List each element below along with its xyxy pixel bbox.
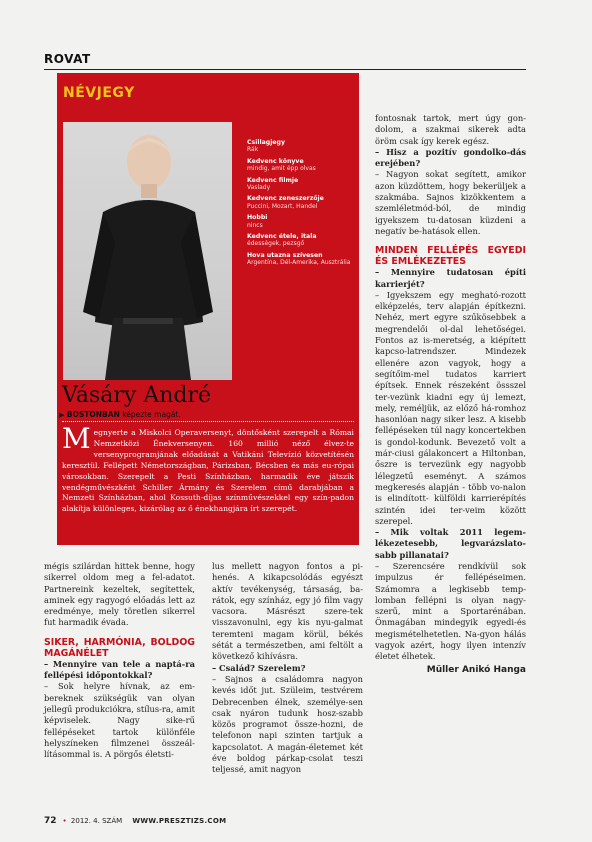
info-item: Csillagjegy Rák	[247, 139, 285, 154]
issue-label: 2012. 4. SZÁM	[70, 817, 123, 825]
profile-info-list	[247, 139, 359, 271]
question: – Hisz a pozitív gondolko-dás erejében?	[375, 146, 526, 169]
info-item: Kedvenc zeneszerzője Puccini, Mozart, Handel	[247, 195, 324, 210]
question: – Család? Szerelem?	[212, 662, 306, 673]
question: – Mik voltak 2011 legem-lékezetesebb, legvarázslato-sabb pillanatai?	[375, 527, 526, 560]
subheading: MINDEN FELLÉPÉS EGYEDI ÉS EMLÉKEZETES	[375, 245, 526, 268]
info-item: Hobbi nincs	[247, 214, 268, 229]
info-item: Kedvenc filmje Vaslady	[247, 176, 299, 192]
info-item: Kedvenc könyve mindig, amit épp olvas	[247, 157, 316, 173]
name-tagline: ▶ BOSTONBAN képezte magát.	[59, 410, 181, 419]
article-column-1: mégis szilárdan hittek benne, hogy sikerrel oldom meg a fel-adatot. Partnereink kezeltek, segítettek, aminek egy ragyogó előadás lett az eredménye, mely töretlen sikerrel fut harmadik évada. SIKER, HARMÓNIA, BOLDOG MAGÁNÉLET – Mennyire van tele a naptá-ra fellépési időpontokkal? – Sok helyre hívnak, az em-bereknek szükségük van olyan jellegű produkciókra, stílus-ra, amit képviselek. Nagy sike-rű fellépéseket tartok különféle helyszíneken filmzenei összeál-lításommal is. A pörgős életsti-	[44, 561, 195, 760]
bullet-icon: •	[62, 817, 67, 825]
info-item: Kedvenc étele, itala édességek, pezsgő	[247, 233, 317, 248]
triangle-icon: ▶	[59, 411, 65, 419]
bio-paragraph: Megnyerte a Miskolci Operaversenyt, döntősként szerepelt a Római Nemzetközi Énekversenyen. 160 millió néző élvez-te versenyprogramjának előadását a Vatikáni Televízió közvetítésén keresztül. Fellépett Németországban, Párizsban, Bécsben és más eu-rópai városokban. Szerepelt a Pesti Színházban, harmadik éve játszik vendégművészként Schiller Ármány és Szerelem című darabjában a Nemzeti Színházban, ahol Kossuth-díjas színművészekkel egy szín-padon alakítja különleges, kizárólag az ő énekhangjára írt szerepét.	[62, 422, 354, 514]
person-name: Vásáry André	[62, 383, 212, 408]
page-number: 72	[44, 816, 57, 826]
top-rule	[44, 69, 526, 70]
dotted-divider	[62, 421, 354, 422]
profile-box-title: NÉVJEGY	[63, 85, 135, 101]
question: – Mennyire van tele a naptá-ra fellépési időpontokkal?	[44, 658, 195, 681]
article-column-3: fontosnak tartok, mert úgy gon-dolom, a szakmai sikerek adta öröm csak így kerek egész. – Hisz a pozitív gondolko-dás erejében? – Nagyon sokat segített, amikor azon küzdöttem, hogy bekerüljek a szakmába. Sajnos kizökkentem a szemléletmód-ból, de mindig igyekszem tu-datosan küzdeni a negatív be-hatások ellen. MINDEN FELLÉPÉS EGYEDI ÉS EMLÉKEZETES – Mennyire tudatosan építi karrierjét? – Igyekszem egy megható-rozott elképzelés, terv alapján építkezni. Nehéz, mert egyre szűkösebbek a megrendelői ol-dal lehetőségei. Fontos az is-meretség, a kiépített kapcso-latrendszer. Mindezek ellenére azon vagyok, hogy a segítőim-mel tudatos karriert építsek. Ennek részeként össszel ter-vezünk kiadni egy új lemezt, mely, reméljük, az előző há-romhoz hasonlóan nagy siker lesz. A kisebb fellépéseken túl nagy koncertekben is gondol-kodunk. Bevezető volt a már-ciusi gálakoncert a Hiltonban, őszre is tervezünk egy nagyobb lélegzetű eseményt. A számos megkeresés alapján - több vo-nalon is elindított- külföldi karrierépítés szintén idei ter-veim között szerepel. – Mik voltak 2011 legem-lékezetesebb, legvarázslato-sabb pillanatai? – Szerencsére rendkívül sok impulzus ér fellépéseimen. Számomra a legkisebb temp-lomban fellépni is olyan nagy-szerű, mint a Sportarénában. Önmagában mindegyik egyedi-és megismételhetetlen. Na-gyon hálás vagyok azért, hogy ilyen intenzív életet élhetek. Müller Anikó Hanga	[375, 113, 526, 675]
drop-cap: M	[62, 422, 91, 455]
author-byline: Müller Anikó Hanga	[426, 664, 526, 675]
website-link: WWW.PRESZTIZS.COM	[132, 817, 227, 825]
info-item: Hova utazna szívesen Argentína, Dél-Amerika, Ausztrália	[247, 251, 351, 267]
portrait-photo	[63, 122, 232, 380]
section-label: ROVAT	[44, 52, 91, 66]
question: – Mennyire tudatosan építi karrierjét?	[375, 267, 526, 289]
article-column-2: lus mellett nagyon fontos a pi-henés. A kikapcsolódás egyészt aktív tevékenység, társaság, ba-rátok, egy színház, egy jó film vagy vacsora. Másrészt szere-tek visszavonulni, egy kis nyu-galmat teremteni magam körül, békés sétát a természetben, ami feltölt a következő kihívásra. – Család? Szerelem? – Sajnos a családomra nagyon kevés időt jut. Szüleim, testvérem Debrecenben élnek, személye-sen csak nyáron tudunk hosz-szabb közös programot össze-hozni, de telefonon napi szinten tartjuk a kapcsolatot. A magán-életemet két éve boldog párkap-csolat teszi teljessé, amit nagyon	[212, 561, 363, 775]
subheading: SIKER, HARMÓNIA, BOLDOG MAGÁNÉLET	[44, 636, 195, 659]
page-footer	[44, 816, 226, 826]
